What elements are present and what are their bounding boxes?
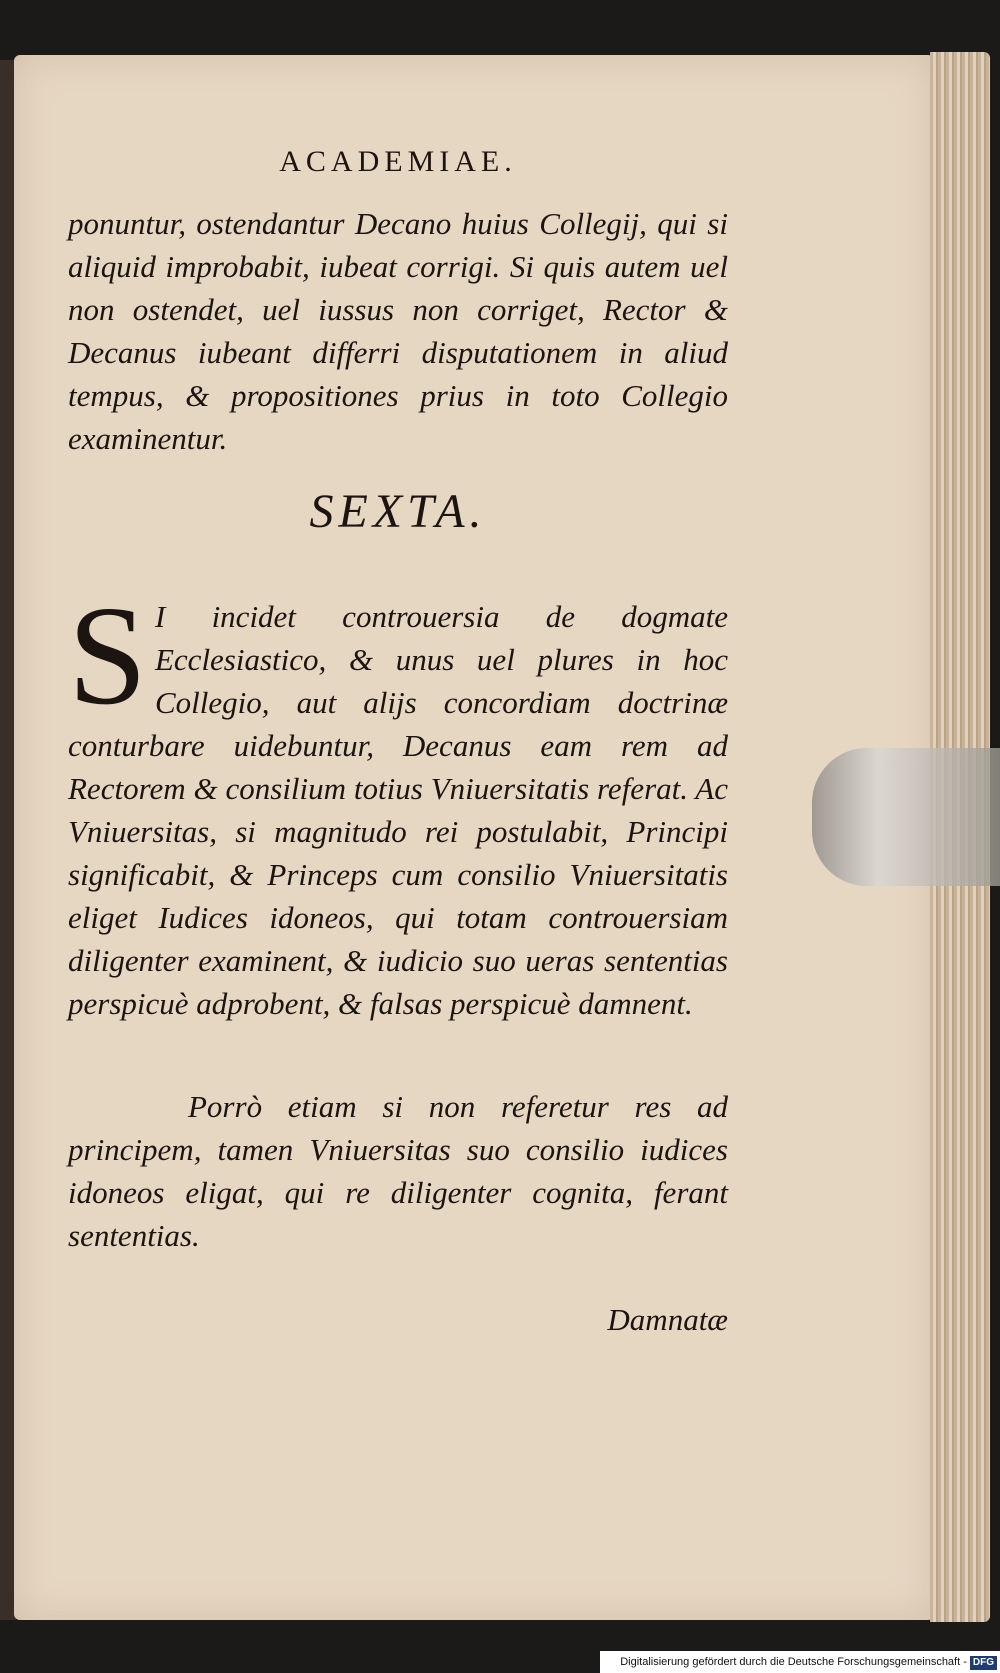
- dfg-logo-icon: DFG: [970, 1656, 997, 1670]
- credit-text: Digitalisierung gefördert durch die Deutsche Forschungsgemeinschaft -: [620, 1656, 967, 1668]
- paragraph-sexta: [68, 576, 728, 1025]
- drop-cap: S: [68, 576, 147, 734]
- paragraph-sexta-text: I incidet controuersia de dogmate Ecclesiastico, & unus uel plures in hoc Collegio, aut alijs concordiam doctrinæ conturbare uidebuntur, Decanus eam rem ad Rectorem & consilium totius Vniuersitatis referat. Ac Vniuersitas, si magnitudo rei postulabit, Principi significabit, & Princeps cum consilio Vniuersitatis eliget Iudices idoneos, qui totam controuersiam diligenter examinent, & iudicio suo ueras sententias perspicuè adprobent, & falsas perspicuè damnent.: [68, 599, 728, 1021]
- paragraph-porro: Porrò etiam si non referetur res ad principem, tamen Vniuersitas suo consilio iudices idoneos eligat, qui re diligenter cognita, ferant sententias.: [68, 1089, 728, 1253]
- section-title: SEXTA.: [309, 485, 487, 538]
- paragraph-continued: ponuntur, ostendantur Decano huius Collegij, qui si aliquid improbabit, iubeat corrigi. Si quis autem uel non ostendet, uel iussus non corriget, Rector & Decanus iubeant differri disputationem in aliud tempus, & propositiones prius in toto Collegio examinentur.: [68, 206, 728, 456]
- catchword: Damnatæ: [607, 1302, 728, 1337]
- running-head: ACADEMIAE.: [279, 145, 517, 178]
- book-clip: [812, 748, 1000, 886]
- digitization-credit: [600, 1651, 1000, 1673]
